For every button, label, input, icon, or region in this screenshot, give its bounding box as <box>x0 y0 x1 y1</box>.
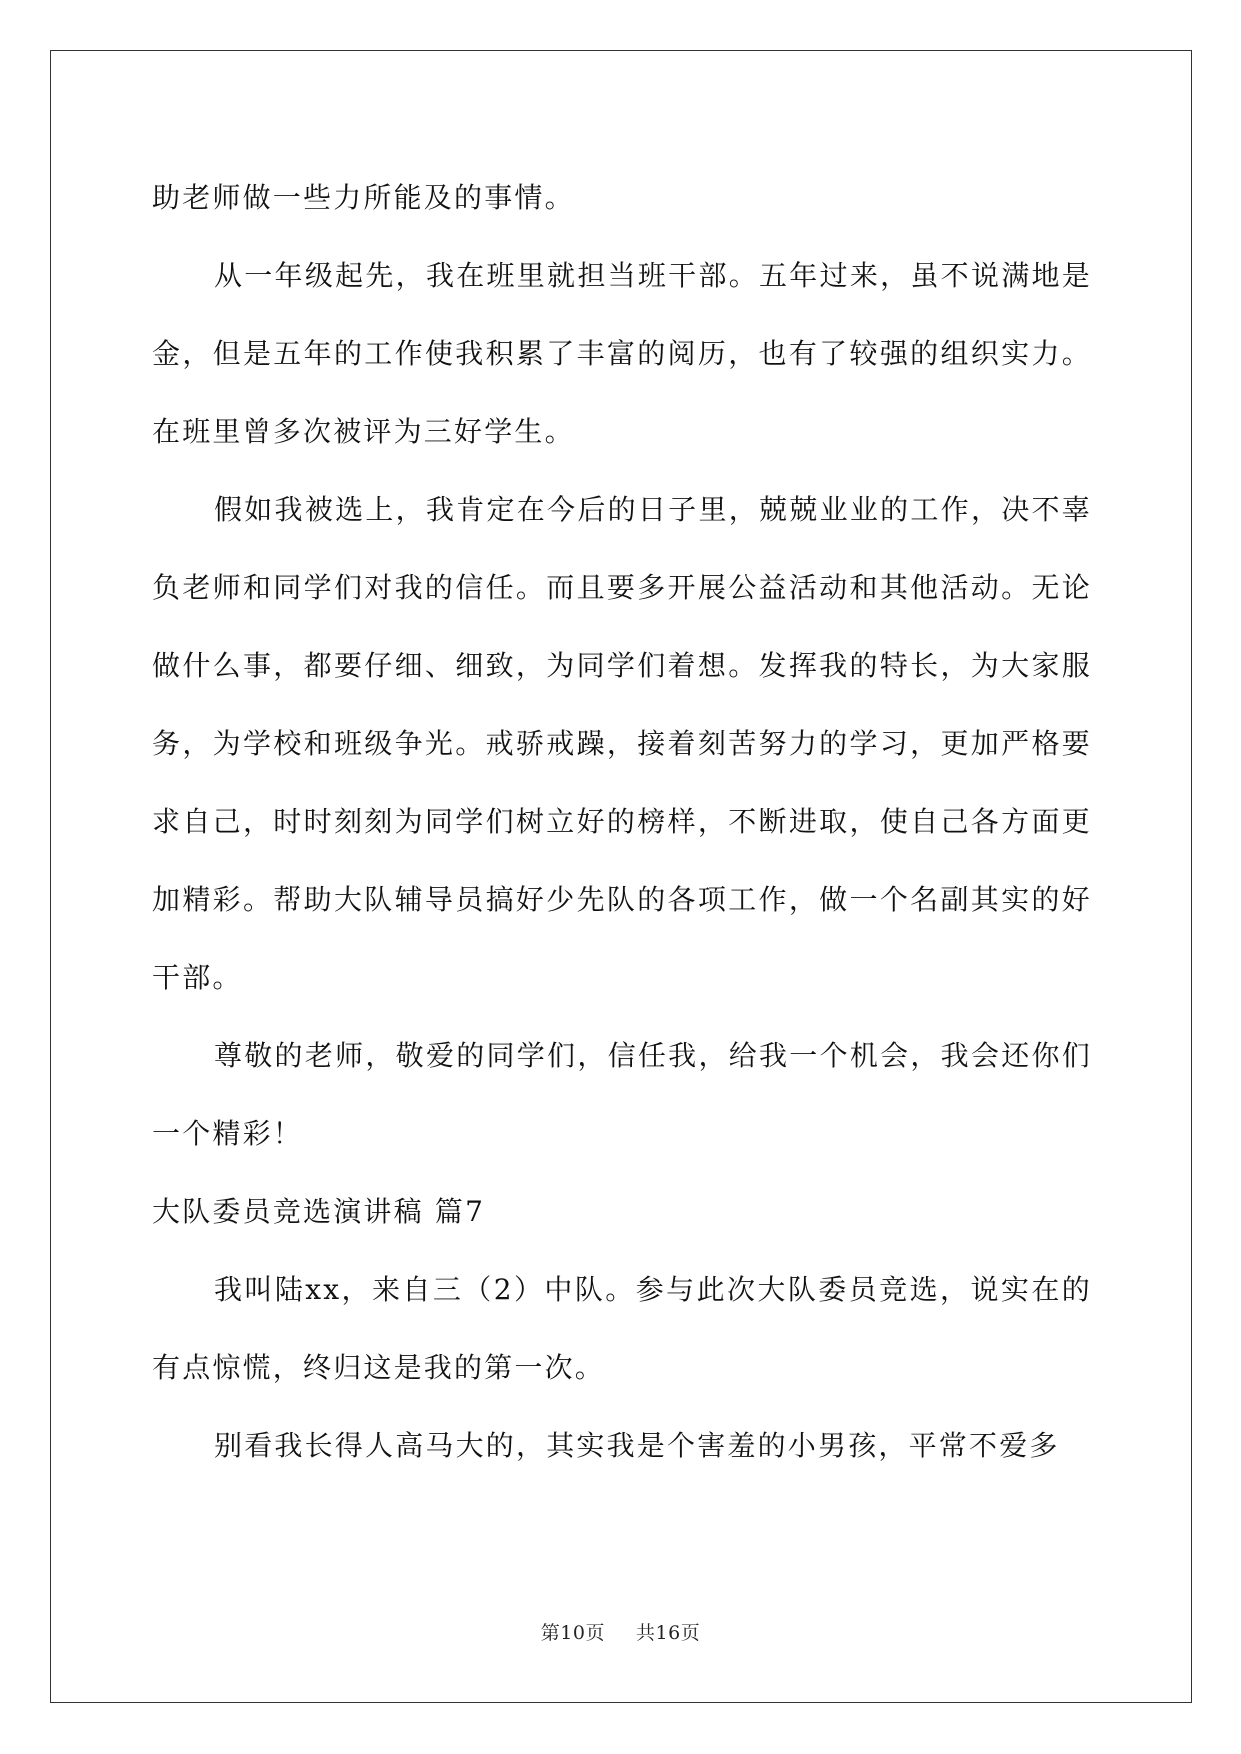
paragraph: 从一年级起先，我在班里就担当班干部。五年过来，虽不说满地是金，但是五年的工作使我积累了丰富的阅历，也有了较强的组织实力。在班里曾多次被评为三好学生。 <box>152 259 1092 448</box>
page-number: 第10页 <box>540 1622 605 1644</box>
paragraph: 别看我长得人高马大的，其实我是个害羞的小男孩，平常不爱多 <box>214 1429 1060 1462</box>
paragraph: 我叫陆xx，来自三（2）中队。参与此次大队委员竞选，说实在的有点惊慌，终归这是我的第一次。 <box>152 1273 1092 1384</box>
paragraph: 助老师做一些力所能及的事情。 <box>152 181 575 214</box>
section-heading: 大队委员竞选演讲稿 篇7 <box>152 1195 486 1228</box>
page-total: 共16页 <box>636 1622 701 1644</box>
paragraph: 假如我被选上，我肯定在今后的日子里，兢兢业业的工作，决不辜负老师和同学们对我的信任。而且要多开展公益活动和其他活动。无论做什么事，都要仔细、细致，为同学们着想。发挥我的特长，为大家服务，为学校和班级争光。戒骄戒躁，接着刻苦努力的学习，更加严格要求自己，时时刻刻为同学们树立好的榜样，不断进取，使自己各方面更加精彩。帮助大队辅导员搞好少先队的各项工作，做一个名副其实的好干部。 <box>152 493 1092 994</box>
paragraph: 尊敬的老师，敬爱的同学们，信任我，给我一个机会，我会还你们一个精彩！ <box>152 1039 1092 1150</box>
page-footer <box>0 1618 1241 1645</box>
document-body <box>152 159 1092 1485</box>
